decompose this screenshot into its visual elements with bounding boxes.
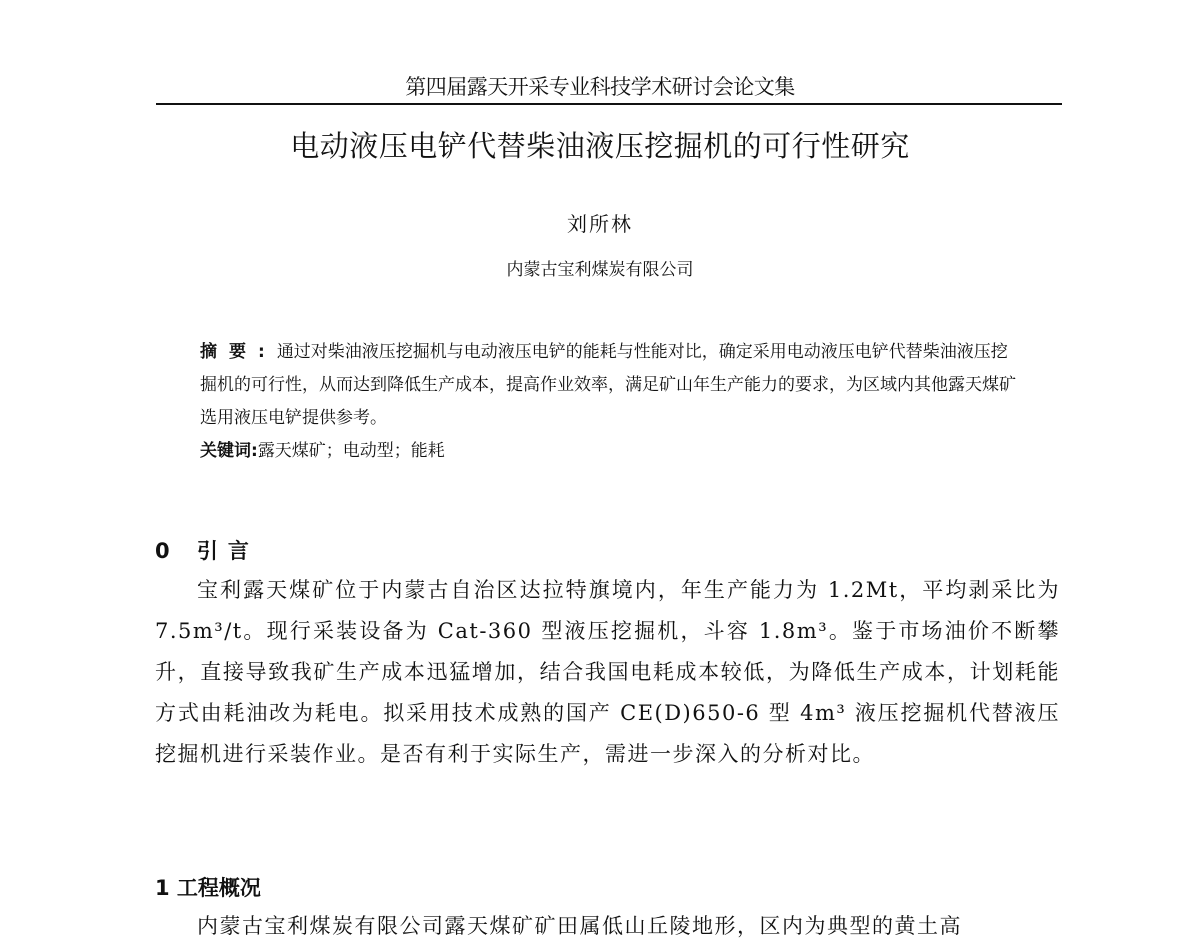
author-affiliation: 内蒙古宝利煤炭有限公司	[506, 260, 694, 280]
section-heading-project-overview: 1 工程概况	[155, 876, 261, 900]
project-overview-body	[155, 906, 1060, 947]
introduction-body	[155, 570, 1060, 775]
abstract-text: 通过对柴油液压挖掘机与电动液压电铲的能耗与性能对比，确定采用电动液压电铲代替柴油液压挖掘机的可行性，从而达到降低生产成本，提高作业效率，满足矿山年生产能力的要求，为区域内其他露天煤矿选用液压电铲提供参考。	[200, 342, 1016, 428]
keywords-label: 关键词:	[200, 441, 258, 461]
running-header: 第四届露天开采专业科技学术研讨会论文集	[405, 75, 795, 99]
introduction-paragraph: 宝利露天煤矿位于内蒙古自治区达拉特旗境内，年生产能力为 1.2Mt，平均剥采比为 7.5m³/t。现行采装设备为 Cat-360 型液压挖掘机，斗容 1.8m³。鉴于市场油价不断攀升，直接导致我矿生产成本迅猛增加，结合我国电耗成本较低，为降低生产成本，计划耗能方式由耗油改为耗电。拟采用技术成熟的国产 CE(D)650-6 型 4m³ 液压挖掘机代替液压挖掘机进行采装作业。是否有利于实际生产，需进一步深入的分析对比。	[155, 578, 1060, 766]
author-name: 刘所林	[567, 212, 633, 236]
paper-title: 电动液压电铲代替柴油液压挖掘机的可行性研究	[290, 129, 910, 163]
abstract-block	[200, 336, 1020, 468]
abstract-paragraph	[200, 336, 1020, 435]
section-heading-introduction: 0 引言	[155, 539, 259, 563]
project-overview-paragraph: 内蒙古宝利煤炭有限公司露天煤矿矿田属低山丘陵地形，区内为典型的黄土高	[197, 914, 962, 938]
keywords-text: 露天煤矿；电动型；能耗	[257, 441, 445, 461]
header-rule	[156, 103, 1062, 105]
keywords-paragraph	[200, 435, 1020, 468]
abstract-label: 摘要:	[200, 342, 277, 362]
